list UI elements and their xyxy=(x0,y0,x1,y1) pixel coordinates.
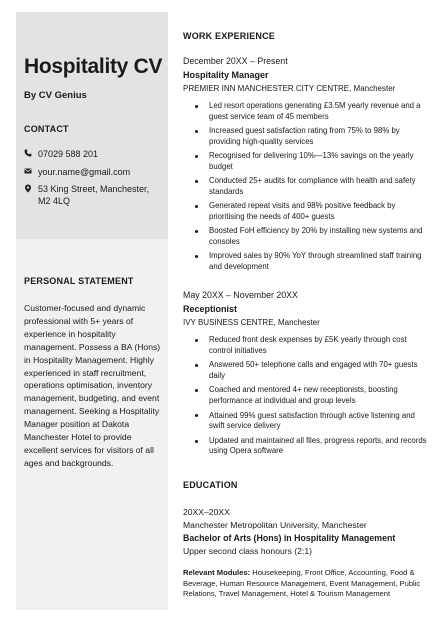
education-honours: Upper second class honours (2:1) xyxy=(183,546,312,556)
work-experience-heading: WORK EXPERIENCE xyxy=(183,31,276,41)
contact-email[interactable] xyxy=(24,166,130,178)
list-item: Increased guest satisfaction rating from 75% to 98% by providing high-quality services xyxy=(193,126,431,147)
phone-text: 07029 588 201 xyxy=(38,149,99,159)
list-item: Updated and maintained all files, progress reports, and records using Opera software xyxy=(193,436,431,457)
education-school: Manchester Metropolitan University, Manchester xyxy=(183,520,367,530)
location-pin-icon xyxy=(24,183,36,193)
address-line-1: 53 King Street, Manchester, xyxy=(38,184,150,194)
page-title: Hospitality CV xyxy=(24,55,163,78)
sidebar xyxy=(16,12,168,610)
list-item: Conducted 25+ audits for compliance with health and safety standards xyxy=(193,176,431,197)
education-degree: Bachelor of Arts (Hons) in Hospitality Management xyxy=(183,533,396,543)
job-1-date: December 20XX – Present xyxy=(183,56,288,66)
list-item: Recognised for delivering 10%—13% savings on the yearly budget xyxy=(193,151,431,172)
job-2-bullets xyxy=(193,335,431,461)
list-item: Boosted FoH efficiency by 20% by installing new systems and consoles xyxy=(193,226,431,247)
list-item: Coached and mentored 4+ new receptionists, boosting performance at individual and group levels xyxy=(193,385,431,406)
address-text xyxy=(38,183,149,207)
byline: By CV Genius xyxy=(24,90,87,101)
list-item: Attained 99% guest satisfaction through active listening and swift service delivery xyxy=(193,411,431,432)
job-2-date: May 20XX – November 20XX xyxy=(183,290,298,300)
job-2-company: IVY BUSINESS CENTRE, Manchester xyxy=(183,318,320,327)
job-1-bullets xyxy=(193,101,431,276)
statement-text: Customer-focused and dynamic professional with 5+ years of experience in hospitality management. Possess a BA (Hons) in Hospitality Management. Highly experienced in staff recruitment, operations optimisation, inventory management, budgeting, and event management. Seeking a Hospitality Manager position at Dakota Manchester Hotel to provide excellent services for visitors of all ages and backgrounds. xyxy=(24,303,161,468)
statement-heading: PERSONAL STATEMENT xyxy=(24,276,134,286)
job-2-title: Receptionist xyxy=(183,304,238,314)
list-item: Led resort operations generating £3.5M yearly revenue and a guest service team of 45 members xyxy=(193,101,431,122)
education-years: 20XX–20XX xyxy=(183,507,230,517)
email-icon xyxy=(24,166,36,175)
modules-text: Housekeeping, Front Office, Accounting, Food & Beverage, Human Resource Management, Event Management, Public Relations, Travel Management, Hotel & Tourism Management xyxy=(183,568,421,599)
email-text: your.name@gmail.com xyxy=(38,167,131,177)
modules-label: Relevant Modules: xyxy=(183,568,251,577)
phone-icon xyxy=(24,148,36,157)
list-item: Answered 50+ telephone calls and engaged with 70+ guests daily xyxy=(193,360,431,381)
contact-address xyxy=(24,183,149,207)
list-item: Reduced front desk expenses by £5K yearly through cost control initiatives xyxy=(193,335,431,356)
list-item: Improved sales by 90% YoY through streamlined staff training and development xyxy=(193,251,431,272)
job-1-title: Hospitality Manager xyxy=(183,70,269,80)
job-1-company: PREMIER INN MANCHESTER CITY CENTRE, Manchester xyxy=(183,84,396,93)
list-item: Generated repeat visits and 98% positive feedback by prioritising the needs of 400+ guests xyxy=(193,201,431,222)
education-heading: EDUCATION xyxy=(183,480,238,490)
education-modules xyxy=(183,568,435,600)
contact-phone[interactable] xyxy=(24,148,98,160)
address-line-2: M2 4LQ xyxy=(38,196,71,206)
contact-heading: CONTACT xyxy=(24,124,69,134)
